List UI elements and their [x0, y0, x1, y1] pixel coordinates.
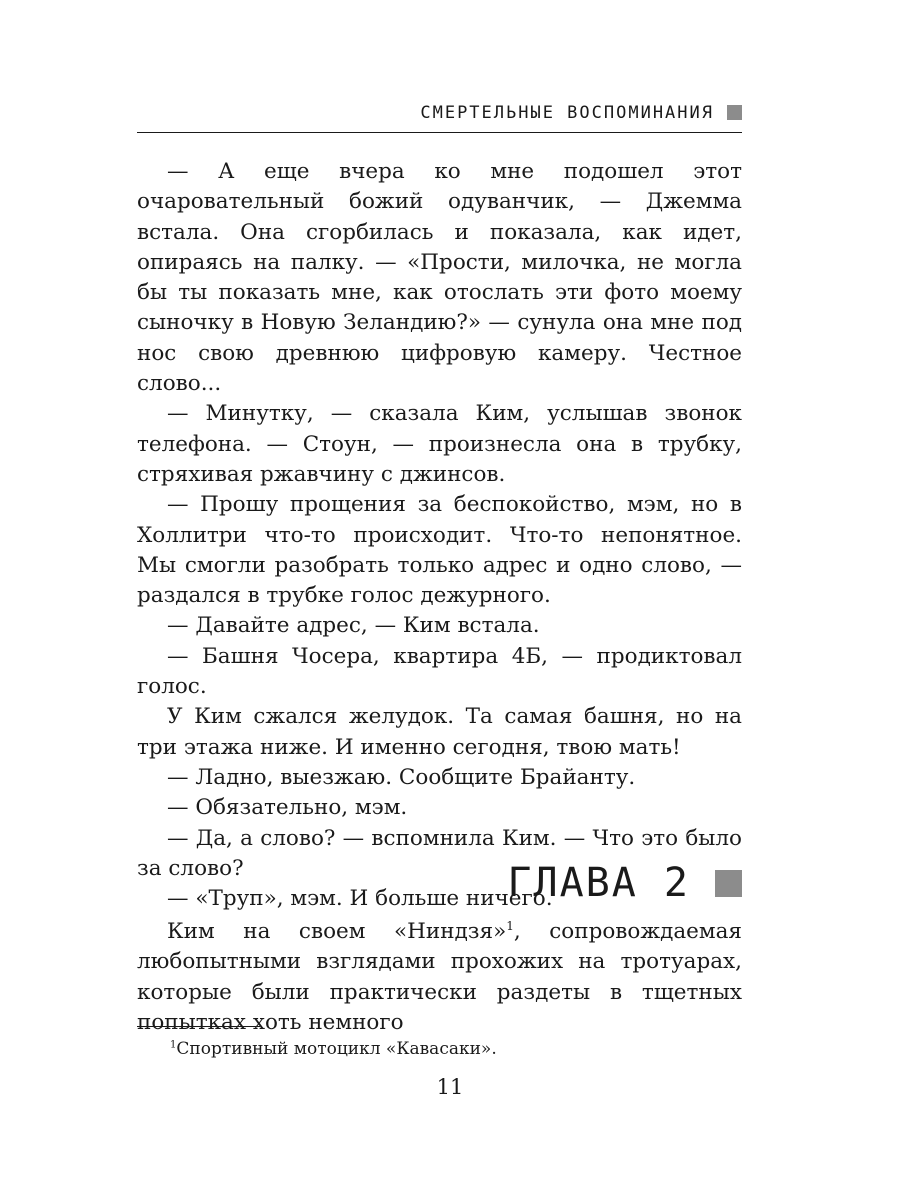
footnote-mark: 1: [170, 1039, 177, 1051]
chapter-title: ГЛАВА 2: [507, 860, 690, 906]
paragraph: — Ладно, выезжаю. Сообщите Брайанту.: [167, 764, 636, 790]
body-text-chapter-2: [137, 917, 742, 1038]
running-header: [137, 98, 742, 133]
paragraph: — «Труп», мэм. И больше ничего.: [167, 886, 553, 912]
paragraph: — Минутку, — сказала Ким, услышав звонок телефона. — Стоун, — произнесла она в трубку, стряхивая ржавчину с джинсов.: [137, 401, 742, 487]
footnote-divider: [137, 1026, 260, 1027]
page-number: 11: [436, 1075, 464, 1099]
running-title: СМЕРТЕЛЬНЫЕ ВОСПОМИНАНИЯ: [420, 103, 714, 123]
header-square-ornament: [727, 105, 742, 120]
paragraph-text: , сопровождаемая любопытными взглядами прохожих на тротуарах, которые были практически раздеты в тщетных попытках хоть немного: [137, 919, 742, 1035]
paragraph-text: Ким на своем «Ниндзя»: [167, 919, 507, 944]
paragraph: — Башня Чосера, квартира 4Б, — продиктовал голос.: [137, 643, 742, 700]
paragraph: [137, 917, 742, 1038]
paragraph: — Да, а слово? — вспомнила Ким. — Что это было за слово?: [137, 825, 742, 881]
footnote-reference[interactable]: 1: [506, 918, 514, 933]
paragraph: — Обязательно, мэм.: [167, 795, 408, 821]
paragraph: — А еще вчера ко мне подошел этот очаровательный божий одуванчик, — Джемма встала. Она сгорбилась и показала, как идет, опираясь на палку. — «Прости, милочка, не могла бы ты показать мне, как отослать эти фото моему сыночку в Новую Зеландию?» — сунула она мне под нос свою древнюю цифровую камеру. Честное слово...: [137, 159, 742, 397]
chapter-square-ornament: [715, 870, 742, 897]
paragraph: — Прошу прощения за беспокойство, мэм, но в Холлитри что-то происходит. Что-то непонятное. Мы смогли разобрать только адрес и одно слово, — раздался в трубке голос дежурного.: [137, 492, 742, 609]
body-text-before-chapter: [137, 157, 742, 914]
paragraph: У Ким сжался желудок. Та самая башня, но на три этажа ниже. И именно сегодня, твою мать!: [137, 704, 742, 760]
paragraph: — Давайте адрес, — Ким встала.: [167, 613, 540, 639]
footnote: [170, 1037, 497, 1061]
chapter-heading: [137, 858, 742, 908]
footnote-text: Спортивный мотоцикл «Кавасаки».: [176, 1039, 497, 1059]
